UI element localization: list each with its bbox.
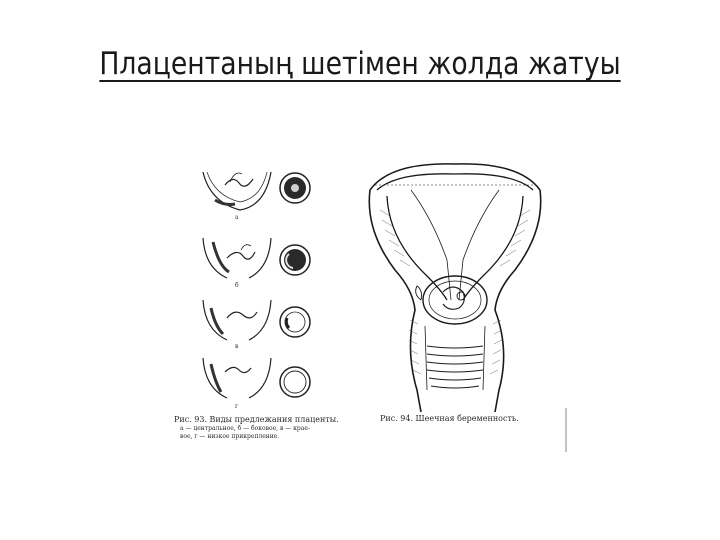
fig93-panel-c [203, 300, 310, 340]
fig93-caption-line2: вое, г — низкое прикрепление. [180, 433, 280, 440]
slide-title: Плацентаның шетімен жолда жатуы [99, 46, 621, 82]
fig93-letter-c: в [235, 343, 239, 350]
fig94-caption: Рис. 94. Шеечная беременность. [380, 414, 519, 423]
fig94-uterus [369, 164, 540, 412]
fig93-panel-a [203, 172, 310, 210]
fig93-panel-b [203, 238, 310, 278]
fig93-caption-line1: а — центральное, б — боковое, в — крае- [180, 425, 310, 432]
fig93-letter-d: г [235, 403, 239, 410]
fig93-letter-b: б [235, 282, 239, 289]
fig93-caption-main: Рис. 93. Виды предлежания плаценты. [174, 415, 339, 424]
fig93-panel-d [203, 358, 310, 398]
fig93-letter-a: а [235, 214, 239, 221]
fig93-caption [174, 415, 339, 441]
